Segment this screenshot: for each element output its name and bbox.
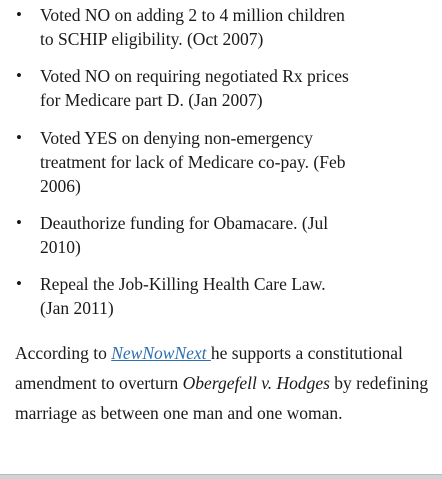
bullet-icon: • [16,274,22,293]
vote-text-line: 2010) [40,237,81,257]
vote-text-line: Voted YES on denying non-emergency [40,128,313,148]
list-item [0,64,442,112]
vote-list [0,3,442,320]
vote-text-line: Repeal the Job-Killing Health Care Law. [40,274,326,294]
list-item [0,272,442,320]
bullet-icon: • [16,128,22,147]
bullet-icon: • [16,213,22,232]
vote-text-line: to SCHIP eligibility. (Oct 2007) [40,29,264,49]
case-name: Obergefell v. Hodges [182,373,330,393]
bottom-divider [0,474,442,479]
newnownext-link[interactable]: NewNowNext [111,343,211,363]
vote-text-line: Voted NO on adding 2 to 4 million children [40,5,345,25]
paragraph-text: According to [15,343,112,363]
list-item [0,211,442,259]
vote-text-line: treatment for lack of Medicare co-pay. (Feb [40,152,346,172]
paragraph-text: he supports a constitutional amendment to overturn [15,343,403,393]
paragraph-text: by redefining marriage as between one man and one woman. [15,373,429,423]
bullet-icon: • [16,5,22,24]
vote-text-line: 2006) [40,176,81,196]
vote-text-line: for Medicare part D. (Jan 2007) [40,90,263,110]
vote-text-line: Deauthorize funding for Obamacare. (Jul [40,213,329,233]
paragraph [0,338,442,428]
bullet-icon: • [16,66,22,85]
list-item [0,3,442,51]
vote-text-line: Voted NO on requiring negotiated Rx prices [40,66,349,86]
vote-text-line: (Jan 2011) [40,298,114,318]
list-item [0,126,442,198]
